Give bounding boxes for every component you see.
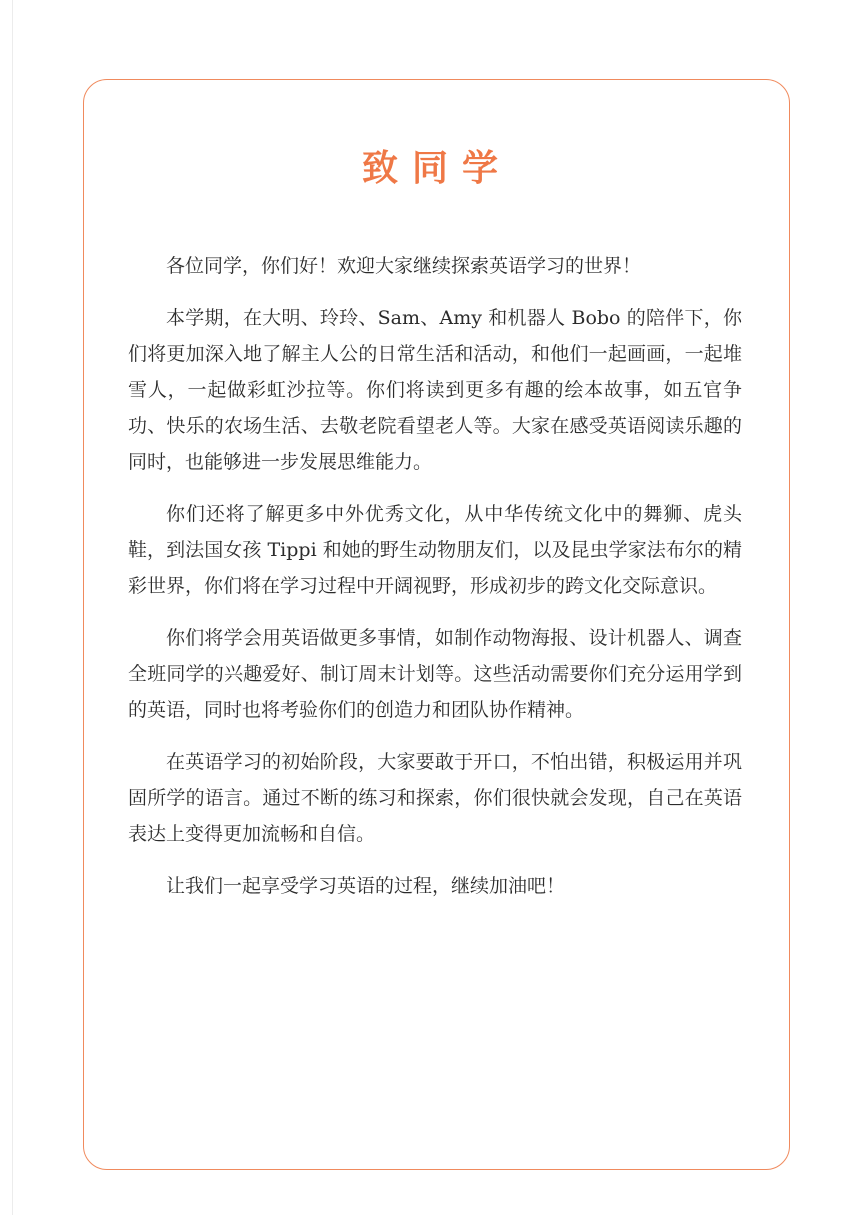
paragraph-semester: 本学期，在大明、玲玲、Sam、Amy 和机器人 Bobo 的陪伴下，你们将更加深入地了解主人公的日常生活和活动，和他们一起画画，一起堆雪人，一起做彩虹沙拉等。你们将读到更多有趣的绘本故事，如五官争功、快乐的农场生活、去敬老院看望老人等。大家在感受英语阅读乐趣的同时，也能够进一步发展思维能力。	[128, 307, 742, 473]
paragraph-activities: 你们将学会用英语做更多事情，如制作动物海报、设计机器人、调查全班同学的兴趣爱好、制订周末计划等。这些活动需要你们充分运用学到的英语，同时也将考验你们的创造力和团队协作精神。	[128, 627, 742, 721]
letter-title: 致同学	[361, 148, 512, 189]
paragraph-greeting: 各位同学，你们好！欢迎大家继续探索英语学习的世界！	[166, 255, 642, 277]
paragraph-encouragement: 在英语学习的初始阶段，大家要敢于开口，不怕出错，积极运用并巩固所学的语言。通过不断的练习和探索，你们很快就会发现，自己在英语表达上变得更加流畅和自信。	[128, 751, 742, 845]
letter-body	[128, 248, 742, 920]
paragraph-culture: 你们还将了解更多中外优秀文化，从中华传统文化中的舞狮、虎头鞋，到法国女孩 Tippi 和她的野生动物朋友们，以及昆虫学家法布尔的精彩世界，你们将在学习过程中开阔视野，形成初步的跨文化交际意识。	[128, 503, 742, 597]
paragraph-closing: 让我们一起享受学习英语的过程，继续加油吧！	[166, 875, 566, 897]
